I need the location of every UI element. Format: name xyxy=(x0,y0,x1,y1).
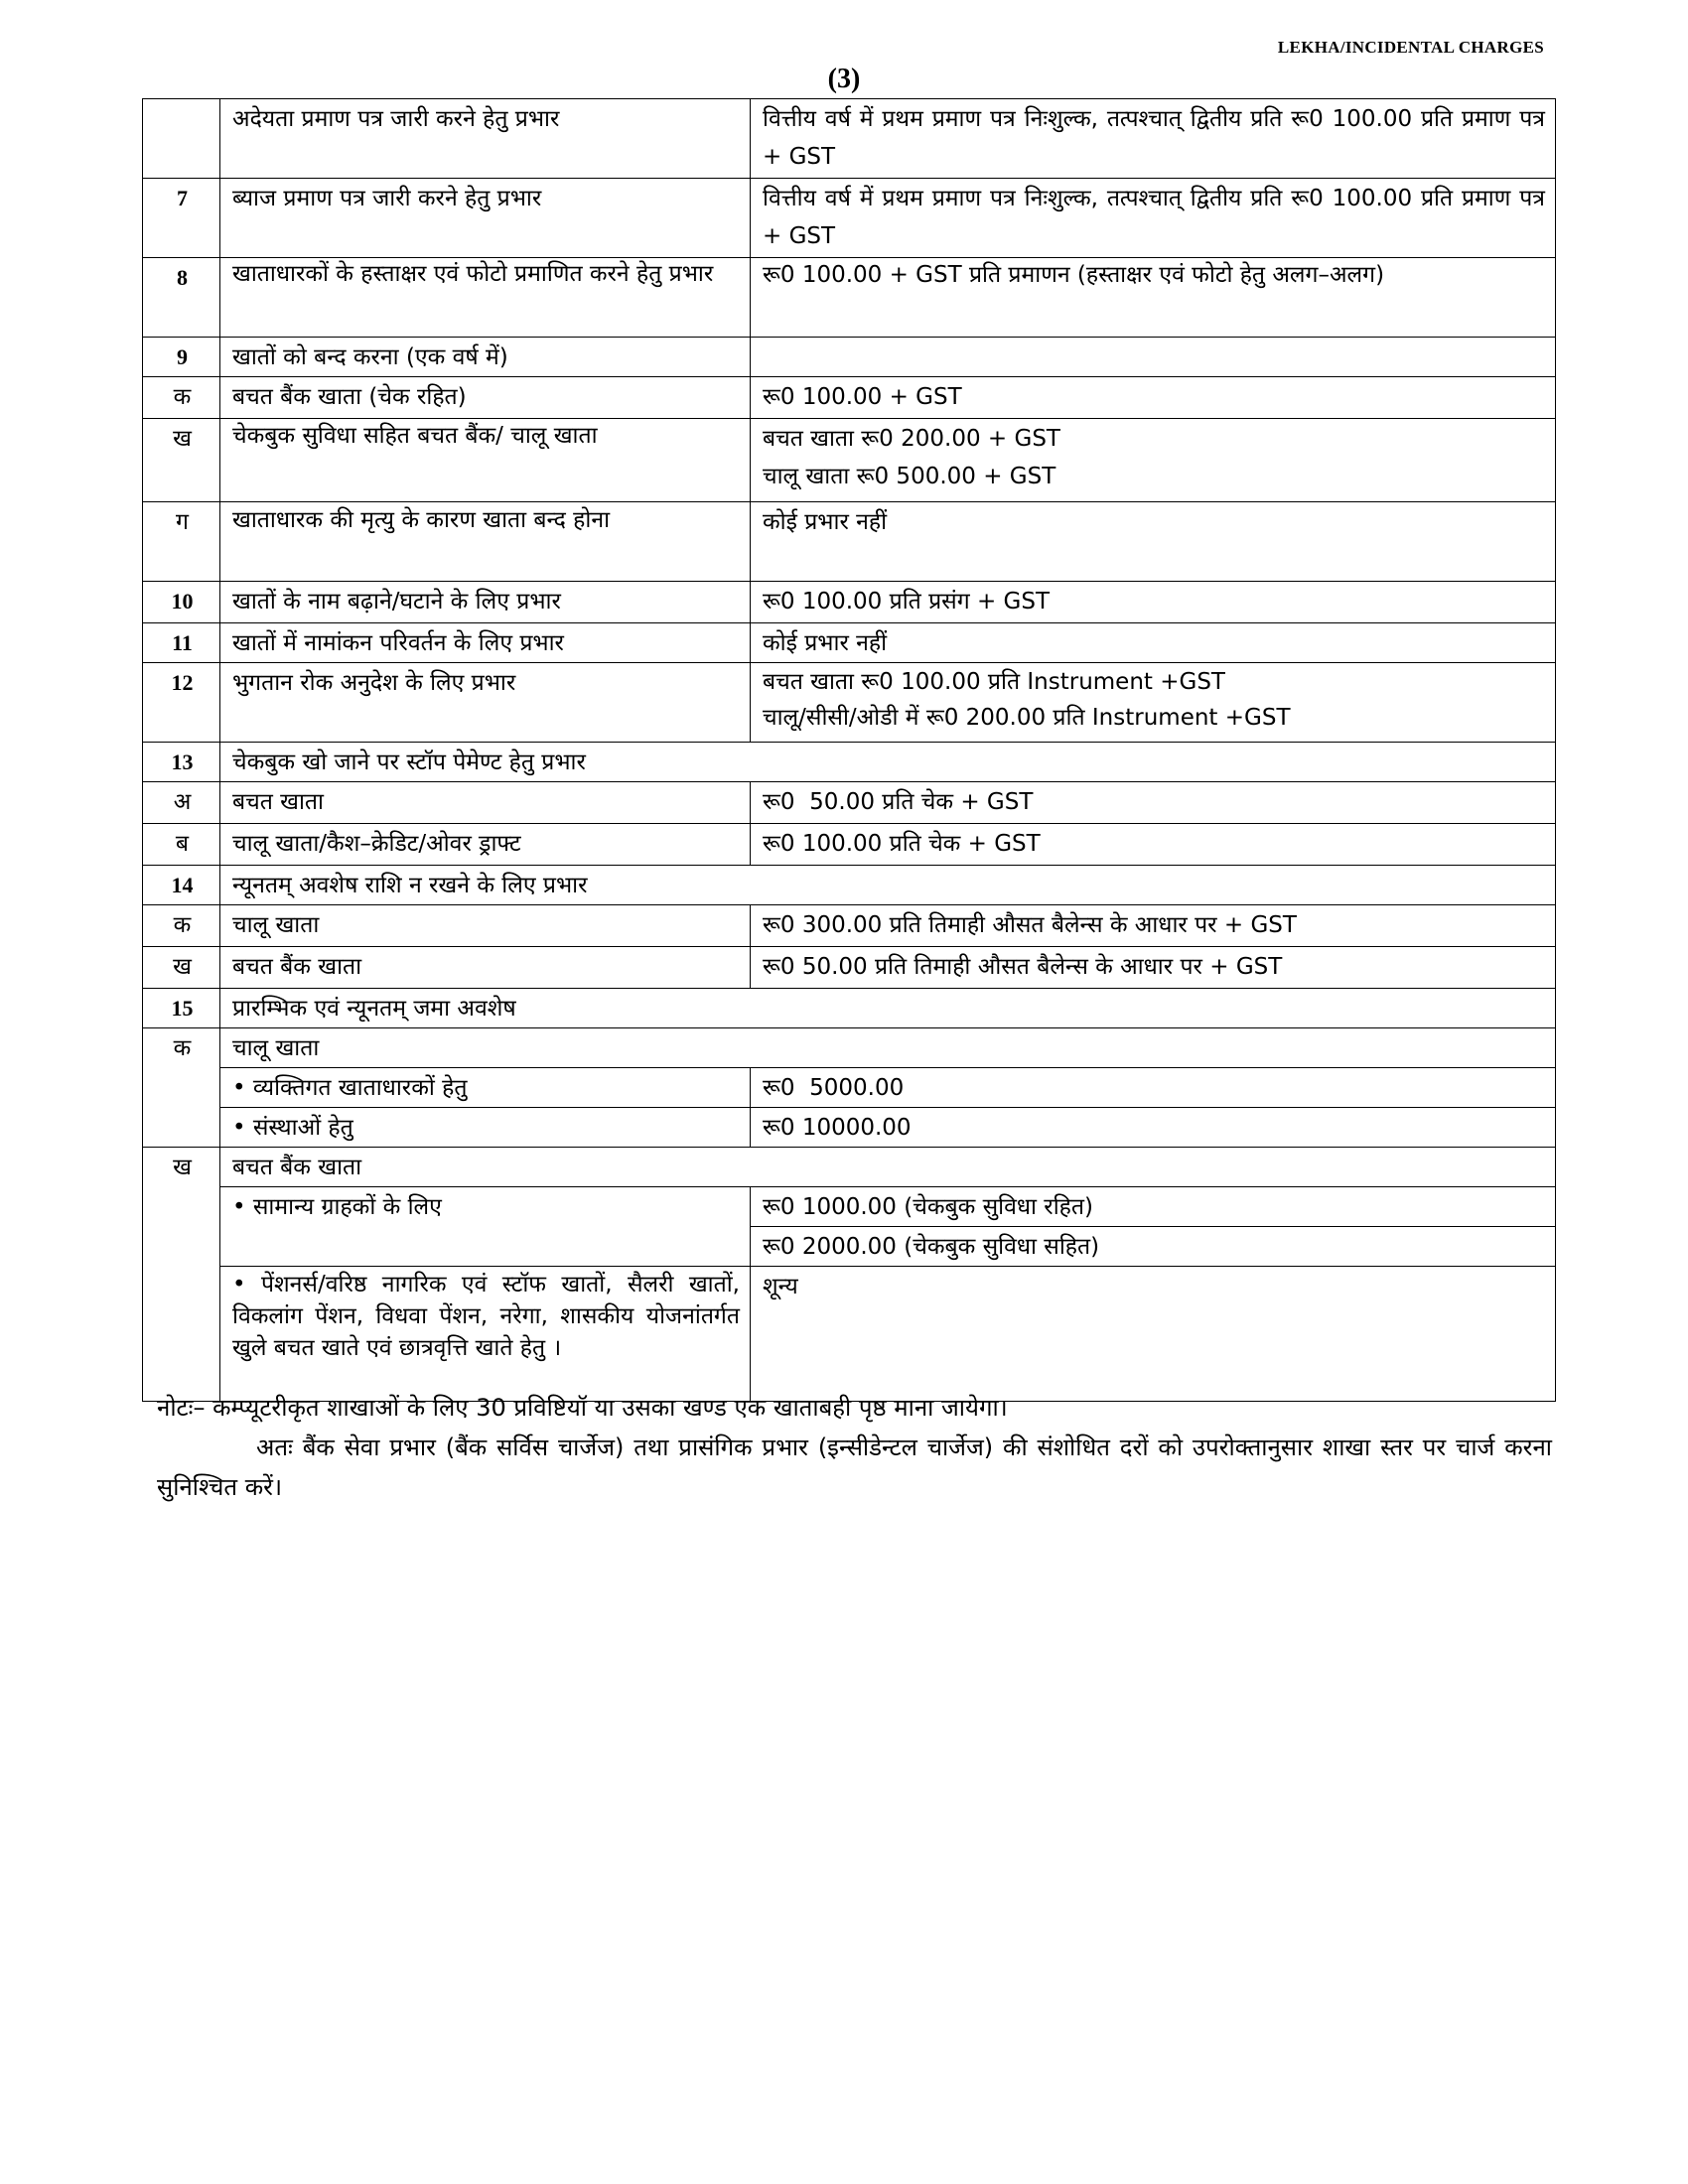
note-section xyxy=(157,1388,1552,1507)
serial-number: 7 xyxy=(143,179,220,258)
charge-rate: रू0 100.00 + GST प्रति प्रमाणन (हस्ताक्षर एवं फोटो हेतु अलग–अलग) xyxy=(751,258,1556,338)
serial-number: ख xyxy=(143,1148,220,1402)
charge-rate: रू0 50.00 प्रति चेक + GST xyxy=(751,782,1556,824)
sub-section-row xyxy=(143,1028,1556,1068)
table-row xyxy=(143,502,1556,582)
table-row xyxy=(143,258,1556,338)
charge-description: भुगतान रोक अनुदेश के लिए प्रभार xyxy=(220,663,751,743)
serial-number: ग xyxy=(143,502,220,582)
table-row xyxy=(143,419,1556,502)
table-row xyxy=(143,663,1556,743)
charge-rate xyxy=(751,663,1556,743)
section-heading: चेकबुक खो जाने पर स्टॉप पेमेण्ट हेतु प्रभार xyxy=(220,743,1556,782)
savings-rate: बचत खाता रू0 200.00 + GST xyxy=(763,426,1060,452)
table-row xyxy=(143,623,1556,663)
serial-number: 10 xyxy=(143,582,220,623)
table-row xyxy=(143,782,1556,824)
table-row xyxy=(143,1267,1556,1402)
charge-rate: रू0 10000.00 xyxy=(751,1108,1556,1148)
charge-description: चालू खाता xyxy=(220,905,751,947)
document-label: LEKHA/INCIDENTAL CHARGES xyxy=(1277,38,1544,57)
serial-number: 13 xyxy=(143,743,220,782)
serial-number: 11 xyxy=(143,623,220,663)
charge-description: बचत खाता xyxy=(220,782,751,824)
charge-rate: रू0 300.00 प्रति तिमाही औसत बैलेन्स के आधार पर + GST xyxy=(751,905,1556,947)
charges-table xyxy=(142,98,1556,1402)
charge-description: • संस्थाओं हेतु xyxy=(220,1108,751,1148)
section-heading: न्यूनतम् अवशेष राशि न रखने के लिए प्रभार xyxy=(220,866,1556,905)
serial-number: ब xyxy=(143,824,220,866)
charge-rate: वित्तीय वर्ष में प्रथम प्रमाण पत्र निःशुल्क, तत्पश्चात् द्वितीय प्रति रू0 100.00 प्रति प्रमाण पत्र + GST xyxy=(751,179,1556,258)
serial-number: अ xyxy=(143,782,220,824)
charge-rate: कोई प्रभार नहीं xyxy=(751,502,1556,582)
serial-number: क xyxy=(143,905,220,947)
charge-description: चेकबुक सुविधा सहित बचत बैंक/ चालू खाता xyxy=(220,419,751,502)
charge-description: • व्यक्तिगत खाताधारकों हेतु xyxy=(220,1068,751,1108)
charge-rate: रू0 100.00 प्रति चेक + GST xyxy=(751,824,1556,866)
serial-number: 15 xyxy=(143,989,220,1028)
serial-number: क xyxy=(143,1028,220,1148)
charge-rate: रू0 100.00 प्रति प्रसंग + GST xyxy=(751,582,1556,623)
table-row xyxy=(143,1068,1556,1108)
charge-rate xyxy=(751,338,1556,377)
serial-number: ख xyxy=(143,419,220,502)
charge-description: अदेयता प्रमाण पत्र जारी करने हेतु प्रभार xyxy=(220,99,751,179)
current-rate: चालू/सीसी/ओडी में रू0 200.00 प्रति Instrument +GST xyxy=(763,705,1291,731)
charge-description: • सामान्य ग्राहकों के लिए xyxy=(220,1187,751,1267)
charge-description: खातों को बन्द करना (एक वर्ष में) xyxy=(220,338,751,377)
sub-section-heading: बचत बैंक खाता xyxy=(220,1148,1556,1187)
charge-rate: रू0 1000.00 (चेकबुक सुविधा रहित) xyxy=(751,1187,1556,1227)
table-row xyxy=(143,1108,1556,1148)
serial-number: क xyxy=(143,377,220,419)
section-heading: प्रारम्भिक एवं न्यूनतम् जमा अवशेष xyxy=(220,989,1556,1028)
charge-rate xyxy=(751,419,1556,502)
charge-description: खातों के नाम बढ़ाने/घटाने के लिए प्रभार xyxy=(220,582,751,623)
charge-description: खाताधारकों के हस्ताक्षर एवं फोटो प्रमाणित करने हेतु प्रभार xyxy=(220,258,751,338)
serial-number: 8 xyxy=(143,258,220,338)
table-row xyxy=(143,905,1556,947)
savings-rate: बचत खाता रू0 100.00 प्रति Instrument +GST xyxy=(763,669,1225,695)
serial-number: 9 xyxy=(143,338,220,377)
charge-description: बचत बैंक खाता xyxy=(220,947,751,989)
page-number: (3) xyxy=(827,64,861,94)
current-rate: चालू खाता रू0 500.00 + GST xyxy=(763,464,1056,489)
charge-description: खाताधारक की मृत्यु के कारण खाता बन्द होना xyxy=(220,502,751,582)
charge-rate: रू0 100.00 + GST xyxy=(751,377,1556,419)
serial-number: ख xyxy=(143,947,220,989)
section-row xyxy=(143,866,1556,905)
sub-section-row xyxy=(143,1148,1556,1187)
section-row xyxy=(143,989,1556,1028)
charge-rate: रू0 2000.00 (चेकबुक सुविधा सहित) xyxy=(751,1227,1556,1267)
charge-description: चालू खाता/कैश–क्रेडिट/ओवर ड्राफ्ट xyxy=(220,824,751,866)
charge-description: • पेंशनर्स/वरिष्ठ नागरिक एवं स्टॉफ खातों, सैलरी खातों, विकलांग पेंशन, विधवा पेंशन, नरेगा, शासकीय योजनांतर्गत खुले बचत खाते एवं छात्रवृत्ति खाते हेतु । xyxy=(220,1267,751,1402)
table-row xyxy=(143,582,1556,623)
section-row xyxy=(143,743,1556,782)
table-row xyxy=(143,99,1556,179)
serial-number: 12 xyxy=(143,663,220,743)
note-line: नोटः– कम्प्यूटरीकृत शाखाओं के लिए 30 प्रविष्टियॉ या उसका खण्ड एक खाताबही पृष्ठ माना जायेगा। xyxy=(157,1394,1008,1422)
table-row xyxy=(143,947,1556,989)
table-row xyxy=(143,1187,1556,1227)
serial-number xyxy=(143,99,220,179)
table-row xyxy=(143,179,1556,258)
charge-rate: कोई प्रभार नहीं xyxy=(751,623,1556,663)
charge-rate: रू0 5000.00 xyxy=(751,1068,1556,1108)
charge-description: ब्याज प्रमाण पत्र जारी करने हेतु प्रभार xyxy=(220,179,751,258)
sub-section-heading: चालू खाता xyxy=(220,1028,1556,1068)
table-row xyxy=(143,824,1556,866)
table-row xyxy=(143,338,1556,377)
charge-rate: रू0 50.00 प्रति तिमाही औसत बैलेन्स के आधार पर + GST xyxy=(751,947,1556,989)
charge-description: बचत बैंक खाता (चेक रहित) xyxy=(220,377,751,419)
note-paragraph: अतः बैंक सेवा प्रभार (बैंक सर्विस चार्जेज) तथा प्रासंगिक प्रभार (इन्सीडेन्टल चार्जेज) की संशोधित दरों को उपरोक्तानुसार शाखा स्तर पर चार्ज करना सुनिश्चित करें। xyxy=(157,1433,1552,1501)
charge-rate: वित्तीय वर्ष में प्रथम प्रमाण पत्र निःशुल्क, तत्पश्चात् द्वितीय प्रति रू0 100.00 प्रति प्रमाण पत्र + GST xyxy=(751,99,1556,179)
table-row xyxy=(143,377,1556,419)
charge-description: खातों में नामांकन परिवर्तन के लिए प्रभार xyxy=(220,623,751,663)
charge-rate: शून्य xyxy=(751,1267,1556,1402)
serial-number: 14 xyxy=(143,866,220,905)
